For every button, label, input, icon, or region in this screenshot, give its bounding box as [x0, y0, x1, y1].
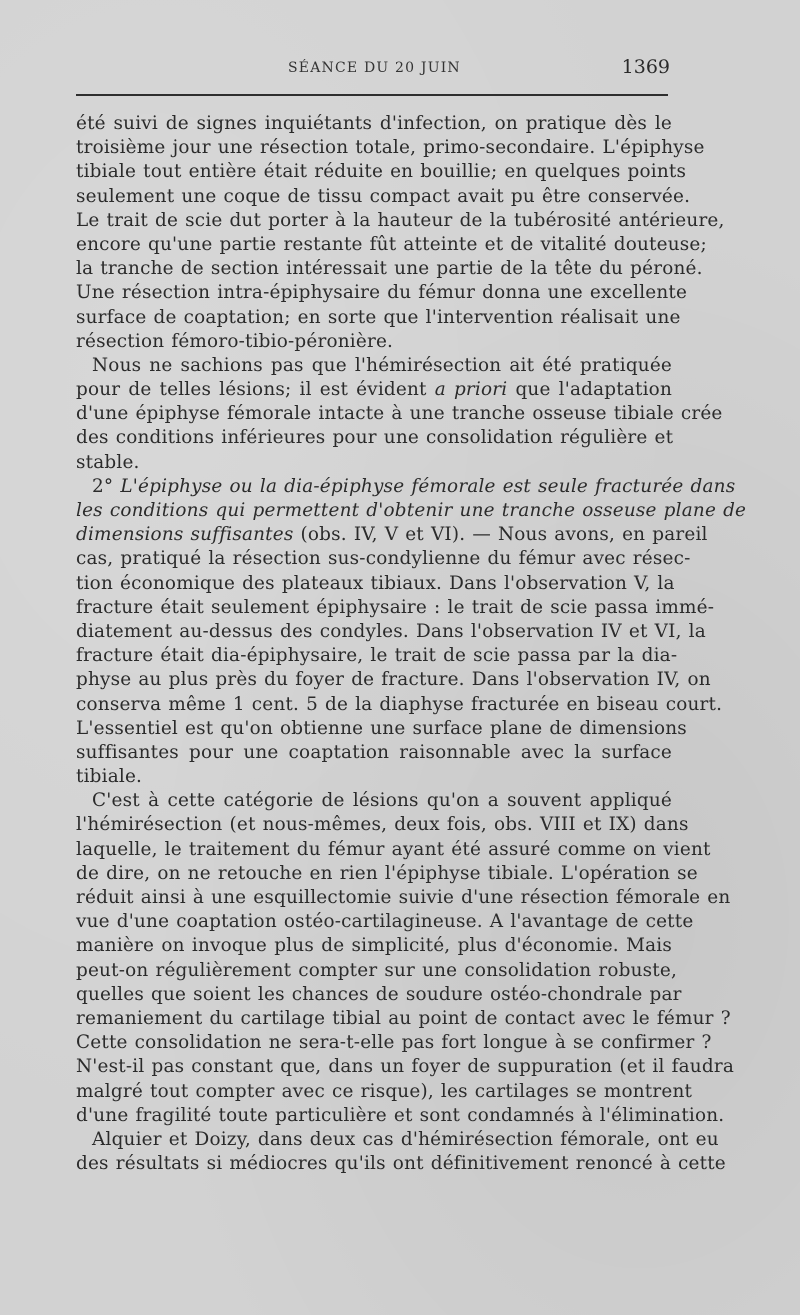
header-title: SÉANCE DU 20 JUIN: [288, 60, 461, 76]
italic-segment: les conditions qui permettent d'obtenir une tranche osseuse plane de: [76, 500, 747, 521]
text-line: physe au plus près du foyer de fracture. Dans l'observation IV, on: [76, 669, 711, 691]
text-line: l'hémirésection (et nous-mêmes, deux fois, obs. VIII et IX) dans: [76, 814, 689, 836]
text-line: des résultats si médiocres qu'ils ont définitivement renoncé à cette: [76, 1153, 726, 1175]
text-line: [76, 499, 747, 523]
text-line: d'une épiphyse fémorale intacte à une tranche osseuse tibiale crée: [76, 403, 723, 425]
italic-segment: dimensions suffisantes: [76, 524, 294, 546]
text-line: réduit ainsi à une esquillectomie suivie d'une résection fémorale en: [76, 887, 731, 908]
text-line: des conditions inférieures pour une consolidation régulière et: [76, 427, 674, 449]
text-segment: pour de telles lésions; il est évident: [76, 379, 435, 401]
text-line: fracture était dia-épiphysaire, le trait de scie passa par la dia-: [76, 645, 678, 667]
text-line: [76, 475, 736, 499]
text-line: tibiale tout entière était réduite en bouillie; en quelques points: [76, 161, 687, 183]
text-line: encore qu'une partie restante fût atteinte et de vitalité douteuse;: [76, 233, 707, 255]
text-line: surface de coaptation; en sorte que l'intervention réalisait une: [76, 306, 681, 328]
text-line: suffisantes pour une coaptation raisonnable avec la surface: [76, 741, 672, 763]
running-header: [76, 56, 670, 84]
text-segment: 2°: [92, 475, 121, 497]
text-line: troisième jour une résection totale, primo-secondaire. L'épiphyse: [76, 137, 705, 159]
text-line: vue d'une coaptation ostéo-cartilagineuse. A l'avantage de cette: [76, 911, 694, 933]
text-line: quelles que soient les chances de soudure ostéo-chondrale par: [76, 983, 682, 1005]
text-line: N'est-il pas constant que, dans un foyer de suppuration (et il faudra: [76, 1056, 734, 1078]
text-segment: que l'adaptation: [507, 379, 672, 401]
italic-segment: L'épiphyse ou la dia-épiphyse fémorale est seule fracturée dans: [120, 475, 736, 497]
text-line: C'est à cette catégorie de lésions qu'on a souvent appliqué: [92, 790, 672, 812]
text-line: été suivi de signes inquiétants d'infection, on pratique dès le: [76, 113, 672, 134]
text-line: L'essentiel est qu'on obtienne une surface plane de dimensions: [76, 717, 687, 739]
text-line: Cette consolidation ne sera-t-elle pas fort longue à se confirmer ?: [76, 1032, 712, 1054]
text-line: peut-on régulièrement compter sur une consolidation robuste,: [76, 959, 678, 981]
page-number: 1369: [621, 56, 670, 78]
text-line: manière on invoque plus de simplicité, plus d'économie. Mais: [76, 935, 672, 957]
body-text: [76, 112, 747, 1176]
text-line: [76, 523, 708, 547]
text-line: stable.: [76, 451, 140, 473]
text-line: la tranche de section intéressait une partie de la tête du péroné.: [76, 258, 703, 280]
text-line: diatement au-dessus des condyles. Dans l'observation IV et VI, la: [76, 620, 706, 642]
text-line: seulement une coque de tissu compact avait pu être conservée.: [76, 185, 691, 207]
text-line: remaniement du cartilage tibial au point de contact avec le fémur ?: [76, 1007, 731, 1029]
text-line: Alquier et Doizy, dans deux cas d'hémirésection fémorale, ont eu: [92, 1128, 719, 1150]
header-rule: [76, 94, 668, 96]
italic-segment: a priori: [434, 379, 508, 401]
text-line: de dire, on ne retouche en rien l'épiphyse tibiale. L'opération se: [76, 862, 698, 884]
text-line: malgré tout compter avec ce risque), les cartilages se montrent: [76, 1080, 693, 1102]
text-segment: (obs. IV, V et VI). — Nous avons, en pareil: [293, 524, 708, 546]
text-line: d'une fragilité toute particulière et sont condamnés à l'élimination.: [76, 1104, 725, 1126]
text-line: tion économique des plateaux tibiaux. Dans l'observation V, la: [76, 572, 675, 594]
text-line: Le trait de scie dut porter à la hauteur de la tubérosité antérieure,: [76, 209, 725, 231]
text-line: Une résection intra-épiphysaire du fémur donna une excellente: [76, 282, 688, 304]
text-line: cas, pratiqué la résection sus-condylienne du fémur avec résec-: [76, 548, 691, 570]
text-line: laquelle, le traitement du fémur ayant été assuré comme on vient: [76, 838, 711, 860]
text-line: tibiale.: [76, 766, 143, 788]
text-line: conserva même 1 cent. 5 de la diaphyse fracturée en biseau court.: [76, 693, 723, 715]
text-line: résection fémoro-tibio-péronière.: [76, 330, 394, 352]
text-line: fracture était seulement épiphysaire : le trait de scie passa immé-: [76, 596, 715, 618]
text-line: [76, 378, 672, 402]
text-line: Nous ne sachions pas que l'hémirésection ait été pratiquée: [92, 354, 672, 376]
